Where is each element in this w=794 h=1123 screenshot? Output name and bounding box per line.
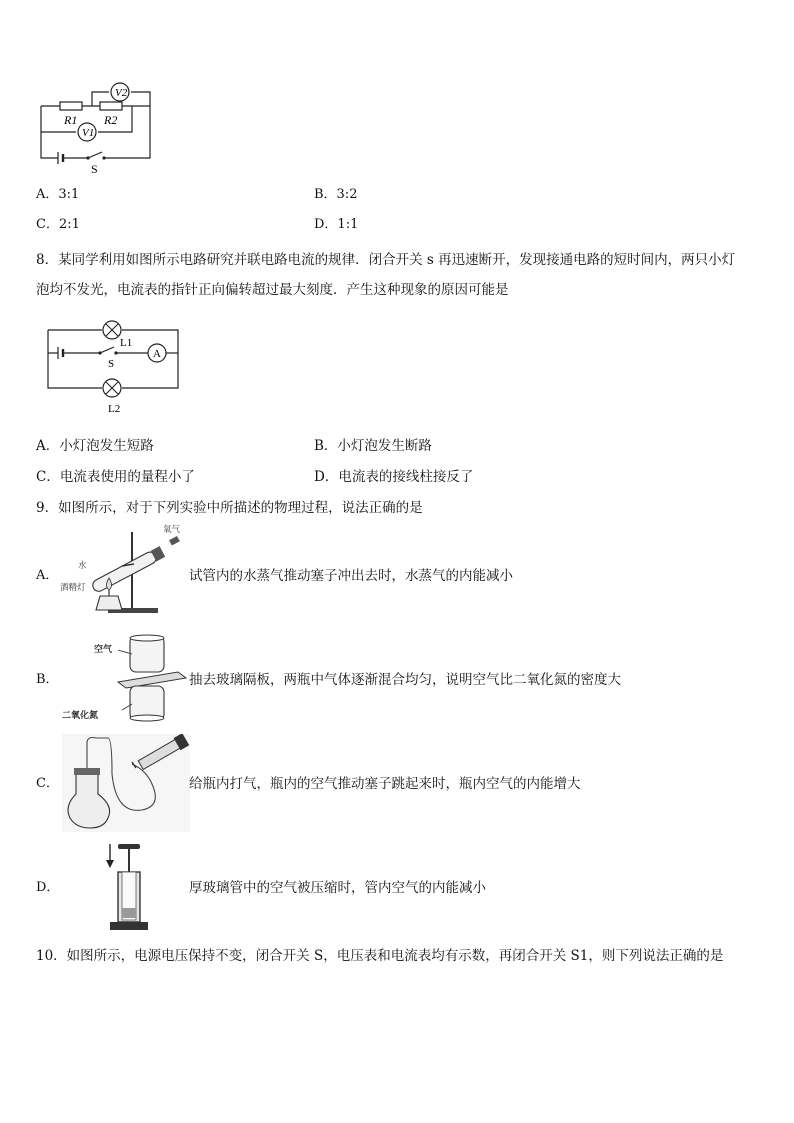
q10-stem: 10．如图所示，电源电压保持不变，闭合开关 S，电压表和电流表均有示数，再闭合开关 S1，则下列说法正确的是 — [36, 948, 724, 964]
switch-s — [88, 152, 102, 158]
q9-a-label-1: 氧气 — [163, 524, 181, 534]
switch-label: S — [108, 358, 115, 370]
q9-option-d-text: 厚玻璃管中的空气被压缩时，管内空气的内能减小 — [189, 880, 486, 896]
q7-option-c[interactable]: C．2:1 — [36, 217, 80, 232]
q9-stem: 9．如图所示，对于下列实验中所描述的物理过程，说法正确的是 — [36, 500, 423, 516]
q9-d-compression-tube-figure — [100, 838, 150, 934]
v2-label: V2 — [115, 87, 128, 99]
q9-a-test-tube-figure — [60, 524, 188, 624]
q9-option-c-letter[interactable]: C． — [36, 776, 59, 791]
q8-option-d[interactable]: D．电流表的接线柱接反了 — [314, 469, 474, 485]
switch-s — [100, 347, 114, 353]
q9-option-d-letter[interactable]: D． — [36, 880, 60, 895]
r2-resistor — [100, 102, 122, 110]
q9-b-label-no2: 二氧化氮 — [62, 710, 99, 720]
r1-resistor — [60, 102, 82, 110]
q7-option-d[interactable]: D．1:1 — [314, 217, 359, 232]
q8-option-b[interactable]: B．小灯泡发生断路 — [314, 438, 432, 454]
q7-option-b[interactable]: B．3:2 — [314, 187, 358, 202]
q8-circuit-figure — [40, 318, 185, 418]
q9-b-label-air: 空气 — [94, 644, 113, 654]
q9-option-c-text: 给瓶内打气，瓶内的空气推动塞子跳起来时，瓶内空气的内能增大 — [189, 776, 581, 792]
v1-label: V1 — [82, 127, 95, 139]
q9-c-flask-pump-figure — [62, 734, 190, 832]
ammeter-label: A — [153, 348, 161, 360]
q7-option-a[interactable]: A．3:1 — [36, 187, 80, 202]
l2-label: L2 — [108, 403, 121, 415]
r1-label: R1 — [64, 113, 78, 127]
q9-option-b-text: 抽去玻璃隔板，两瓶中气体逐渐混合均匀，说明空气比二氧化氮的密度大 — [189, 672, 621, 688]
r2-label: R2 — [104, 113, 118, 127]
q9-b-gas-jars-figure — [60, 632, 188, 724]
q8-option-a[interactable]: A．小灯泡发生短路 — [36, 438, 154, 454]
l1-label: L1 — [120, 337, 133, 349]
q9-option-a-letter[interactable]: A． — [36, 568, 59, 583]
q7-circuit-figure — [36, 80, 156, 176]
q8-stem-line2: 泡均不发光，电流表的指针正向偏转超过最大刻度．产生这种现象的原因可能是 — [36, 282, 509, 298]
q9-option-b-letter[interactable]: B． — [36, 672, 59, 687]
q9-a-label-3: 酒精灯 — [60, 582, 86, 592]
switch-label: S — [91, 162, 98, 176]
q9-a-label-2: 水 — [78, 560, 87, 570]
q9-option-a-text: 试管内的水蒸气推动塞子冲出去时，水蒸气的内能减小 — [189, 568, 513, 584]
q8-stem-line1: 8．某同学利用如图所示电路研究并联电路电流的规律．闭合开关 s 再迅速断开，发现接通电路的短时间内，两只小灯 — [36, 252, 736, 268]
q8-option-c[interactable]: C．电流表使用的量程小了 — [36, 469, 195, 485]
